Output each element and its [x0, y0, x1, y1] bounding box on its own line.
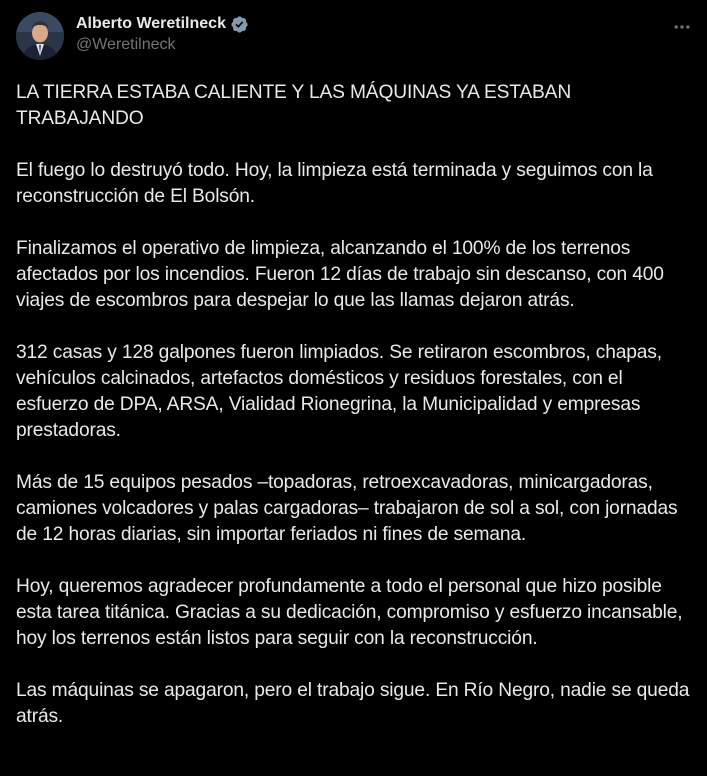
tweet-paragraph: Hoy, queremos agradecer profundamente a todo el personal que hizo posible esta tarea titánica. Gracias a su dedicación, compromiso y esfuerzo incansable, hoy los terrenos están listos para seguir con la reconstrucción.	[16, 576, 683, 649]
tweet-paragraph: Finalizamos el operativo de limpieza, alcanzando el 100% de los terrenos afectados por los incendios. Fueron 12 días de trabajo sin descanso, con 400 viajes de escombros para despejar lo que las llamas dejaron atrás.	[16, 238, 664, 311]
verified-badge-icon	[230, 15, 249, 34]
avatar-image	[16, 12, 64, 60]
author-identity	[76, 13, 249, 54]
name-row	[76, 13, 249, 35]
tweet-paragraph: Las máquinas se apagaron, pero el trabajo sigue. En Río Negro, nadie se queda atrás.	[16, 680, 690, 727]
tweet-headline: LA TIERRA ESTABA CALIENTE Y LAS MÁQUINAS YA ESTABAN TRABAJANDO	[16, 82, 572, 129]
tweet-text	[16, 80, 700, 730]
author-handle[interactable]: @Weretilneck	[76, 36, 176, 53]
tweet-paragraph: 312 casas y 128 galpones fueron limpiados. Se retiraron escombros, chapas, vehículos calcinados, artefactos domésticos y residuos forestales, con el esfuerzo de DPA, ARSA, Vialidad Rionegrina, la Municipalidad y empresas prestadoras.	[16, 342, 662, 441]
more-horizontal-icon	[672, 17, 692, 37]
avatar[interactable]	[16, 12, 64, 60]
more-options-button[interactable]	[667, 12, 697, 42]
tweet-paragraph: El fuego lo destruyó todo. Hoy, la limpieza está terminada y seguimos con la reconstrucción de El Bolsón.	[16, 160, 653, 207]
display-name[interactable]: Alberto Weretilneck	[76, 15, 226, 32]
tweet-paragraph: Más de 15 equipos pesados –topadoras, retroexcavadoras, minicargadoras, camiones volcadores y palas cargadoras– trabajaron de sol a sol, con jornadas de 12 horas diarias, sin importar feriados ni fines de semana.	[16, 472, 678, 545]
